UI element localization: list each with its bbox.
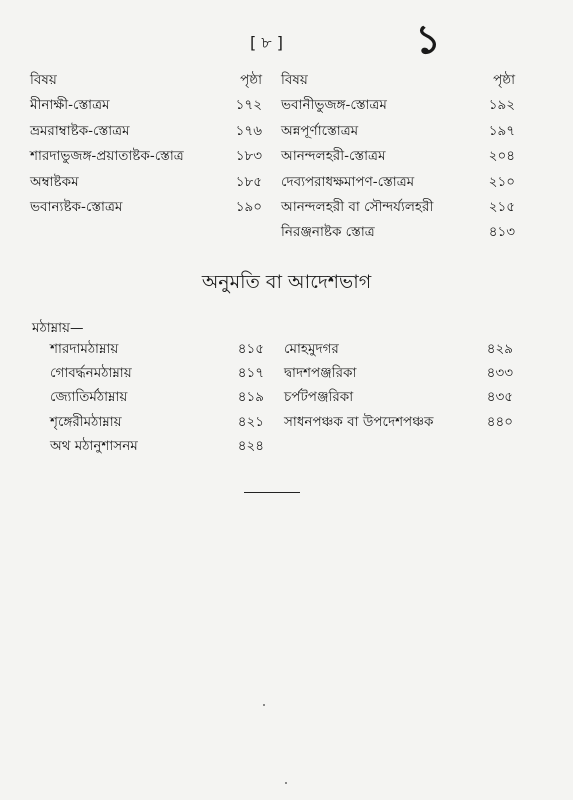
- entry-title: দ্বাদশপঞ্জরিকা: [284, 365, 357, 382]
- toc-entry: [281, 144, 515, 169]
- entry-title: শারদাভুজঙ্গ-প্রয়াতাষ্টক-স্তোত্র: [30, 148, 184, 165]
- entry-page: ১৮৩: [235, 148, 262, 165]
- toc-entry: [281, 119, 515, 144]
- contents-right-column: [281, 68, 515, 246]
- entry-title: অম্বাষ্টকম: [30, 173, 79, 190]
- entry-title: জ্যোতির্মঠাম্নায়: [50, 389, 128, 406]
- entry-title: সাধনপঞ্চক বা উপদেশপঞ্চক: [284, 413, 434, 430]
- entry-page: ৪১৩: [488, 224, 515, 241]
- entry-page: ৪৩৫: [486, 389, 513, 406]
- entry-title: মোহমুদগর: [284, 341, 339, 357]
- entry-page: ১৭২: [235, 97, 262, 114]
- subject-heading: বিষয়: [281, 72, 308, 88]
- toc-entry: [50, 361, 264, 385]
- entry-title: অন্নপূর্ণাস্তোত্রম: [281, 122, 359, 139]
- toc-entry: [281, 195, 515, 220]
- toc-entry: [30, 119, 262, 144]
- margin-number: ১: [415, 17, 441, 63]
- toc-entry: [50, 410, 264, 434]
- page-number: [ ৮ ]: [249, 33, 284, 52]
- column-header: [30, 68, 262, 93]
- page-heading: পৃষ্ঠা: [240, 72, 262, 88]
- entry-title: ভবানীভুজঙ্গ-স্তোত্রম: [281, 97, 387, 114]
- page-heading: পৃষ্ঠা: [493, 72, 515, 88]
- toc-entry: [281, 170, 515, 195]
- entry-page: ৪৩৩: [486, 365, 513, 382]
- section-title: অনুমতি বা আদেশভাগ: [201, 271, 372, 293]
- toc-entry: [30, 144, 262, 169]
- toc-entry: [284, 337, 513, 361]
- entry-title: আনন্দলহরী-স্তোত্রম: [281, 148, 386, 165]
- toc-entry: [281, 220, 515, 245]
- section-subheading: মঠাম্নায়—: [32, 320, 84, 336]
- entry-title: ভ্রমরাম্বাষ্টক-স্তোত্রম: [30, 122, 130, 139]
- subject-heading: বিষয়: [30, 72, 57, 88]
- entry-title: ভবান্যষ্টক-স্তোত্রম: [30, 199, 123, 216]
- entry-page: ৪৪০: [486, 413, 513, 430]
- entry-page: ২১৫: [488, 199, 515, 216]
- toc-entry: [284, 385, 513, 409]
- column-header: [281, 68, 515, 93]
- toc-entry: [30, 93, 262, 118]
- entry-title: চর্পটপঞ্জরিকা: [284, 389, 354, 406]
- entry-page: ১৯০: [235, 199, 262, 216]
- toc-entry: [30, 195, 262, 220]
- section-end-rule: [244, 492, 300, 493]
- entry-title: গোবর্দ্ধনমঠাম্নায়: [50, 365, 132, 382]
- entry-page: ১৮৫: [235, 173, 262, 190]
- toc-entry: [284, 361, 513, 385]
- entry-title: নিরঞ্জনাষ্টক স্তোত্র: [281, 224, 375, 241]
- toc-entry: [50, 385, 264, 409]
- entry-page: ৪১৯: [237, 389, 264, 406]
- entry-page: ৪২৯: [486, 341, 513, 357]
- contents-bottom-right-column: [284, 337, 513, 434]
- entry-title: শৃঙ্গেরীমঠাম্নায়: [50, 413, 122, 430]
- entry-page: ২০৪: [488, 148, 515, 165]
- toc-entry: [281, 93, 515, 118]
- contents-left-column: [30, 68, 262, 220]
- entry-page: ৪১৫: [237, 341, 264, 357]
- print-speck: [263, 704, 265, 706]
- entry-page: ৪২৪: [237, 437, 264, 454]
- entry-page: ১৯৭: [488, 122, 515, 139]
- entry-page: ১৭৬: [235, 122, 262, 139]
- toc-entry: [30, 170, 262, 195]
- entry-title: আনন্দলহরী বা সৌন্দর্য্যলহরী: [281, 199, 434, 216]
- toc-entry: [284, 410, 513, 434]
- entry-page: ৪২১: [237, 413, 264, 430]
- entry-page: ৪১৭: [237, 365, 264, 382]
- entry-title: মীনাক্ষী-স্তোত্রম: [30, 97, 110, 114]
- entry-title: শারদামঠাম্নায়: [50, 341, 119, 357]
- entry-page: ১৯২: [488, 97, 515, 114]
- toc-entry: [50, 434, 264, 458]
- entry-title: দেব্যপরাধক্ষমাপণ-স্তোত্রম: [281, 173, 415, 190]
- toc-entry: [50, 337, 264, 361]
- entry-page: ২১০: [488, 173, 515, 190]
- entry-title: অথ মঠানুশাসনম: [50, 437, 138, 454]
- print-speck: [285, 782, 287, 784]
- contents-bottom-left-column: [50, 337, 264, 458]
